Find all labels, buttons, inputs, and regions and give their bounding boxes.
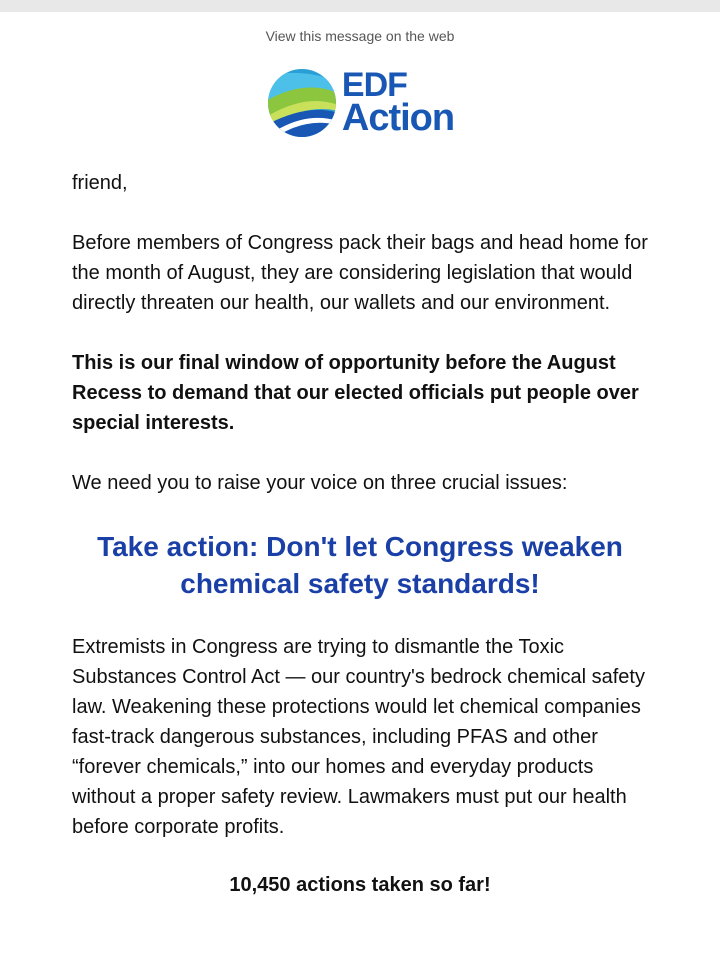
email-body [0,12,720,900]
actions-count: 10,450 actions taken so far! [229,874,491,896]
message-content-continued [0,632,720,900]
issues-intro-paragraph: We need you to raise your voice on three crucial issues: [72,472,568,494]
logo-wordmark [341,65,455,140]
tsca-paragraph: Extremists in Congress are trying to dismantle the Toxic Substances Control Act — our country's bedrock chemical safety law. Weakening these protections would let chemical companies fast-track dangerous substances, including PFAS and other “forever chemicals,” into our homes and everyday products without a proper safety review. Lawmakers must put our health before corporate profits. [72,636,645,838]
logo-line-action: Action [341,97,455,140]
view-on-web-link[interactable]: View this message on the web [265,28,455,44]
logo-line-edf: EDF [341,65,407,104]
urgent-paragraph: This is our final window of opportunity before the August Recess to demand that our elected officials put people over special interests. [72,352,639,434]
top-strip [0,0,720,12]
message-content [0,168,720,498]
edf-wave-globe-icon [266,67,338,139]
edf-action-logo[interactable] [0,62,720,144]
intro-paragraph: Before members of Congress pack their bags and head home for the month of August, they are considering legislation that would directly threaten our health, our wallets and our environment. [72,232,648,314]
take-action-chemical-safety-link[interactable]: Take action: Don't let Congress weaken chemical safety standards! [97,531,623,599]
greeting: friend, [72,172,128,194]
